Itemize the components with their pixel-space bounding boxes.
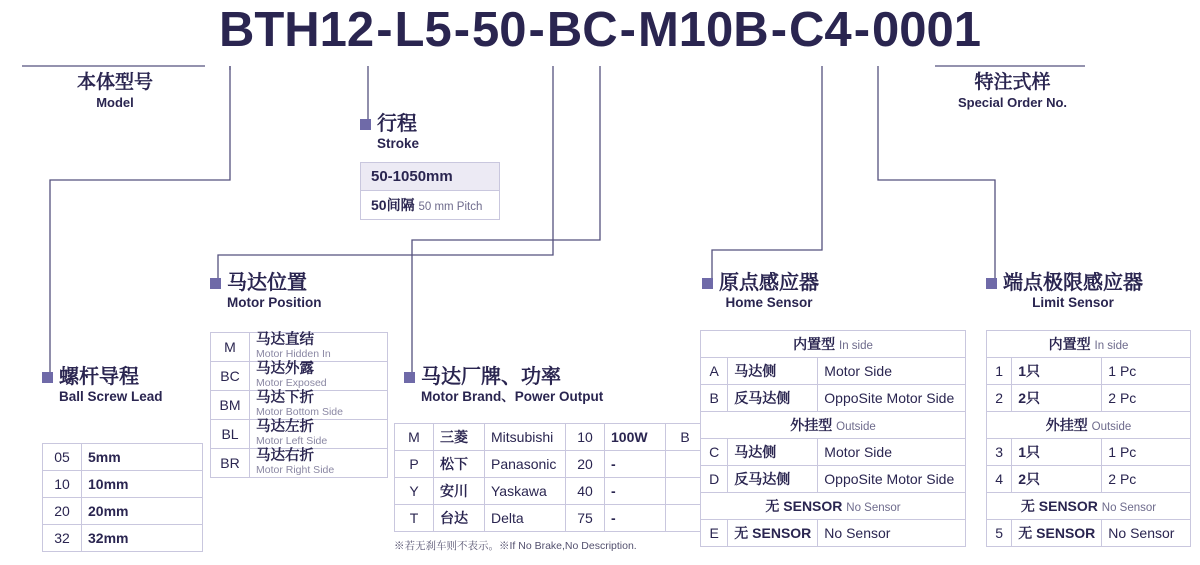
power-value: - — [605, 451, 666, 478]
table-row — [701, 385, 966, 412]
limit-key: 2 — [987, 385, 1012, 412]
table-row — [987, 439, 1191, 466]
table-row — [987, 358, 1191, 385]
power-key: 75 — [566, 505, 605, 532]
code-part-motor-brand: M10B — [637, 3, 769, 57]
lead-value: 10mm — [82, 471, 203, 498]
brand-en: Delta — [485, 505, 566, 532]
limit-key: 4 — [987, 466, 1012, 493]
home-key: A — [701, 358, 728, 385]
home-band-outside: 外挂型 Outside — [701, 412, 966, 439]
home-band-none: 无 SENSOR No Sensor — [701, 493, 966, 520]
home-cn: 马达侧 — [728, 358, 818, 385]
table-band-row — [987, 331, 1191, 358]
table-row — [395, 478, 705, 505]
brand-cn: 三菱 — [434, 424, 485, 451]
code-sep-3: - — [528, 3, 545, 57]
power-value: 100W — [605, 424, 666, 451]
model-code-string — [0, 2, 1200, 58]
motor-position-table — [210, 332, 388, 478]
lead-key: 20 — [43, 498, 82, 525]
limit-band-inside: 内置型 In side — [987, 331, 1191, 358]
home-key: D — [701, 466, 728, 493]
bullet-square-icon — [702, 278, 713, 289]
code-part-limit-sensor: 4 — [824, 3, 852, 57]
home-cn: 反马达侧 — [728, 466, 818, 493]
lead-key: 05 — [43, 444, 82, 471]
code-part-lead: L5 — [394, 3, 452, 57]
brake-key — [666, 451, 705, 478]
bullet-square-icon — [404, 372, 415, 383]
limit-cn: 2只 — [1012, 385, 1102, 412]
limit-en: No Sensor — [1102, 520, 1191, 547]
limit-cn: 1只 — [1012, 358, 1102, 385]
home-cn: 马达侧 — [728, 439, 818, 466]
brake-key: B — [666, 424, 705, 451]
home-key: B — [701, 385, 728, 412]
heading-model: 本体型号 Model — [76, 72, 153, 110]
limit-cn: 无 SENSOR — [1012, 520, 1102, 547]
lead-value: 5mm — [82, 444, 203, 471]
power-key: 40 — [566, 478, 605, 505]
code-part-motor-position: BC — [546, 3, 618, 57]
table-band-row — [701, 493, 966, 520]
heading-special-order: 特注式样 Special Order No. — [957, 72, 1068, 110]
code-sep-5: - — [770, 3, 788, 57]
table-row — [701, 466, 966, 493]
table-row — [395, 424, 705, 451]
table-band-row — [701, 412, 966, 439]
limit-en: 2 Pc — [1102, 385, 1191, 412]
limit-sensor-table — [986, 330, 1191, 547]
home-key: C — [701, 439, 728, 466]
table-row — [211, 420, 388, 449]
motor-position-key: BL — [211, 420, 250, 449]
power-key: 10 — [566, 424, 605, 451]
motor-position-value: 马达左折 Motor Left Side — [250, 420, 388, 449]
bullet-square-icon — [210, 278, 221, 289]
code-sep-6: - — [853, 3, 871, 57]
home-band-inside: 内置型 In side — [701, 331, 966, 358]
home-en: OppoSite Motor Side — [818, 385, 966, 412]
bullet-square-icon — [986, 278, 997, 289]
limit-key: 5 — [987, 520, 1012, 547]
table-row — [43, 498, 203, 525]
limit-key: 1 — [987, 358, 1012, 385]
lead-value: 20mm — [82, 498, 203, 525]
limit-key: 3 — [987, 439, 1012, 466]
code-part-stroke: 50 — [472, 3, 527, 57]
home-en: Motor Side — [818, 358, 966, 385]
limit-en: 1 Pc — [1102, 358, 1191, 385]
home-key: E — [701, 520, 728, 547]
motor-brand-table — [394, 423, 705, 532]
code-part-special-order: 0001 — [872, 3, 982, 57]
heading-home-sensor: 原点感应器 Home Sensor — [702, 272, 819, 312]
brand-en: Panasonic — [485, 451, 566, 478]
motor-position-value: 马达右折 Motor Right Side — [250, 449, 388, 478]
motor-position-key: BC — [211, 362, 250, 391]
motor-brand-note: ※若无刹车则不表示。※If No Brake,No Description. — [394, 540, 637, 552]
code-sep-1: - — [376, 3, 393, 57]
table-row — [211, 362, 388, 391]
bullet-square-icon — [42, 372, 53, 383]
brand-en: Yaskawa — [485, 478, 566, 505]
brand-cn: 松下 — [434, 451, 485, 478]
motor-position-value: 马达外露 Motor Exposed — [250, 362, 388, 391]
brand-en: Mitsubishi — [485, 424, 566, 451]
brand-key: M — [395, 424, 434, 451]
table-row — [701, 439, 966, 466]
code-part-home-sensor: C — [789, 3, 825, 57]
brake-key — [666, 505, 705, 532]
motor-position-key: BR — [211, 449, 250, 478]
table-row — [395, 451, 705, 478]
motor-position-value: 马达下折 Motor Bottom Side — [250, 391, 388, 420]
heading-motor-brand: 马达厂牌、功率 Motor Brand、Power Output — [404, 366, 603, 406]
lead-key: 32 — [43, 525, 82, 552]
lead-value: 32mm — [82, 525, 203, 552]
table-band-row — [987, 493, 1191, 520]
home-sensor-table — [700, 330, 966, 547]
table-row — [43, 471, 203, 498]
table-row — [987, 466, 1191, 493]
table-row — [701, 520, 966, 547]
brake-key — [666, 478, 705, 505]
limit-en: 2 Pc — [1102, 466, 1191, 493]
table-band-row — [701, 331, 966, 358]
code-sep-4: - — [619, 3, 636, 57]
power-value: - — [605, 505, 666, 532]
table-row — [395, 505, 705, 532]
table-band-row — [987, 412, 1191, 439]
power-key: 20 — [566, 451, 605, 478]
table-row — [211, 391, 388, 420]
motor-position-value: 马达直结 Motor Hidden In — [250, 333, 388, 362]
home-en: No Sensor — [818, 520, 966, 547]
bullet-square-icon — [360, 119, 371, 130]
home-en: OppoSite Motor Side — [818, 466, 966, 493]
home-cn: 反马达侧 — [728, 385, 818, 412]
motor-position-key: BM — [211, 391, 250, 420]
table-row — [701, 358, 966, 385]
stroke-range: 50-1050mm — [360, 162, 500, 191]
brand-key: Y — [395, 478, 434, 505]
brand-cn: 台达 — [434, 505, 485, 532]
table-row — [43, 444, 203, 471]
lead-key: 10 — [43, 471, 82, 498]
table-row — [211, 333, 388, 362]
heading-ball-screw-lead: 螺杆导程 Ball Screw Lead — [42, 366, 163, 406]
heading-motor-position: 马达位置 Motor Position — [210, 272, 322, 312]
table-row — [987, 385, 1191, 412]
code-part-body: BTH12 — [218, 3, 375, 57]
motor-position-key: M — [211, 333, 250, 362]
brand-key: P — [395, 451, 434, 478]
home-cn: 无 SENSOR — [728, 520, 818, 547]
power-value: - — [605, 478, 666, 505]
limit-cn: 1只 — [1012, 439, 1102, 466]
ball-screw-lead-table — [42, 443, 203, 552]
limit-band-outside: 外挂型 Outside — [987, 412, 1191, 439]
heading-limit-sensor: 端点极限感应器 Limit Sensor — [986, 272, 1143, 312]
table-row — [211, 449, 388, 478]
limit-band-none: 无 SENSOR No Sensor — [987, 493, 1191, 520]
home-en: Motor Side — [818, 439, 966, 466]
stroke-table — [360, 162, 500, 220]
brand-key: T — [395, 505, 434, 532]
heading-stroke: 行程 Stroke — [360, 113, 419, 153]
brand-cn: 安川 — [434, 478, 485, 505]
limit-en: 1 Pc — [1102, 439, 1191, 466]
table-row — [987, 520, 1191, 547]
limit-cn: 2只 — [1012, 466, 1102, 493]
table-row — [43, 525, 203, 552]
stroke-pitch: 50间隔 50 mm Pitch — [360, 191, 500, 220]
code-sep-2: - — [453, 3, 471, 57]
